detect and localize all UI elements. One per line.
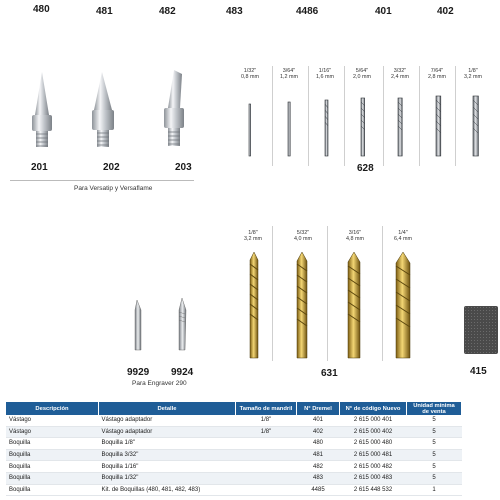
gold-size-4: 1/4" 6,4 mm	[394, 230, 412, 242]
caption-versatip: Para Versatip y Versaflame	[74, 185, 153, 192]
gold-size-2: 5/32" 4,0 mm	[294, 230, 312, 242]
table-cell	[236, 438, 297, 450]
table-cell: 480	[297, 438, 340, 450]
tip-202-icon	[92, 72, 114, 147]
table-row	[6, 426, 462, 438]
code-480: 480	[33, 4, 50, 15]
code-483: 483	[226, 6, 243, 17]
table-cell: Vástago adaptador	[99, 426, 236, 438]
table-cell: Boquilla	[6, 472, 99, 484]
table-cell: 401	[297, 415, 340, 426]
table-row	[6, 438, 462, 450]
table-cell: Boquilla 3/32"	[99, 449, 236, 461]
engraver-code-9929: 9929	[127, 367, 150, 378]
gold-drill-bits-image	[236, 252, 416, 362]
table-cell: Kit. de Boquillas (480, 481, 482, 483)	[99, 484, 236, 496]
bit-size-6: 7/64" 2,8 mm	[428, 68, 446, 80]
divider	[10, 180, 194, 181]
table-cell	[236, 449, 297, 461]
code-402: 402	[437, 6, 454, 17]
table-row	[6, 415, 462, 426]
table-cell: 1/8"	[236, 426, 297, 438]
col-codigo: N° de código Nuevo	[340, 402, 407, 415]
tip-203-label: 203	[175, 162, 192, 173]
caption-engraver: Para Engraver 290	[132, 380, 187, 387]
small-bits-code: 628	[357, 163, 374, 174]
table-cell: 482	[297, 461, 340, 473]
bit-size-4: 5/64" 2,0 mm	[353, 68, 371, 80]
engraver-points-image	[122, 296, 202, 356]
table-cell: 483	[297, 472, 340, 484]
col-detalle: Detalle	[99, 402, 236, 415]
stone-code: 415	[470, 366, 487, 377]
table-row	[6, 461, 462, 473]
table-cell: Boquilla	[6, 438, 99, 450]
table-cell	[236, 484, 297, 496]
table-cell: 5	[407, 461, 462, 473]
soldering-tips-image	[14, 60, 194, 160]
tip-201-icon	[32, 72, 52, 147]
table-cell: 1/8"	[236, 415, 297, 426]
table-cell: Vástago	[6, 426, 99, 438]
table-cell: Boquilla 1/32"	[99, 472, 236, 484]
col-descripcion: Descripción	[6, 402, 99, 415]
tip-203-icon	[164, 70, 184, 146]
table-cell: Boquilla	[6, 461, 99, 473]
engraver-code-9924: 9924	[171, 367, 194, 378]
table-cell: Boquilla	[6, 484, 99, 496]
table-row	[6, 472, 462, 484]
gold-size-3: 3/16" 4,8 mm	[346, 230, 364, 242]
tip-202-label: 202	[103, 162, 120, 173]
engraver-9929-icon	[135, 300, 141, 350]
gold-bits-code: 631	[321, 368, 338, 379]
bit-size-5: 3/32" 2,4 mm	[391, 68, 409, 80]
col-unidad: Unidad mínima de venta	[407, 402, 462, 415]
table-cell: Boquilla 1/16"	[99, 461, 236, 473]
table-cell: 5	[407, 415, 462, 426]
table-cell: Boquilla	[6, 449, 99, 461]
col-mandril: Tamaño de mandril	[236, 402, 297, 415]
table-cell: 2 615 000 482	[340, 461, 407, 473]
product-table	[6, 402, 462, 496]
table-cell: 2 615 000 483	[340, 472, 407, 484]
table-cell: Boquilla 1/8"	[99, 438, 236, 450]
table-cell: 1	[407, 484, 462, 496]
bit-size-2: 3/64" 1,2 mm	[280, 68, 298, 80]
bit-size-1: 1/32" 0,8 mm	[241, 68, 259, 80]
table-cell: 2 615 000 480	[340, 438, 407, 450]
table-cell: 5	[407, 438, 462, 450]
table-cell: Vástago	[6, 415, 99, 426]
code-482: 482	[159, 6, 176, 17]
table-cell: 2 615 000 401	[340, 415, 407, 426]
small-drill-bits-image	[226, 90, 498, 160]
table-cell: 4485	[297, 484, 340, 496]
table-cell	[236, 472, 297, 484]
table-cell: Vástago adaptador	[99, 415, 236, 426]
bit-size-3: 1/16" 1,6 mm	[316, 68, 334, 80]
table-cell: 2 615 000 481	[340, 449, 407, 461]
bit-size-7: 1/8" 3,2 mm	[464, 68, 482, 80]
table-cell: 402	[297, 426, 340, 438]
engraver-9924-icon	[179, 298, 186, 350]
table-row	[6, 484, 462, 496]
table-cell: 2 615 448 532	[340, 484, 407, 496]
tip-201-label: 201	[31, 162, 48, 173]
code-481: 481	[96, 6, 113, 17]
col-dremel: N° Dremel	[297, 402, 340, 415]
table-cell: 5	[407, 426, 462, 438]
table-cell: 5	[407, 472, 462, 484]
grinding-stone-image	[464, 306, 498, 354]
code-4486: 4486	[296, 6, 319, 17]
code-401: 401	[375, 6, 392, 17]
table-row	[6, 449, 462, 461]
table-cell	[236, 461, 297, 473]
gold-size-1: 1/8" 3,2 mm	[244, 230, 262, 242]
table-cell: 5	[407, 449, 462, 461]
table-cell: 481	[297, 449, 340, 461]
table-cell: 2 615 000 402	[340, 426, 407, 438]
